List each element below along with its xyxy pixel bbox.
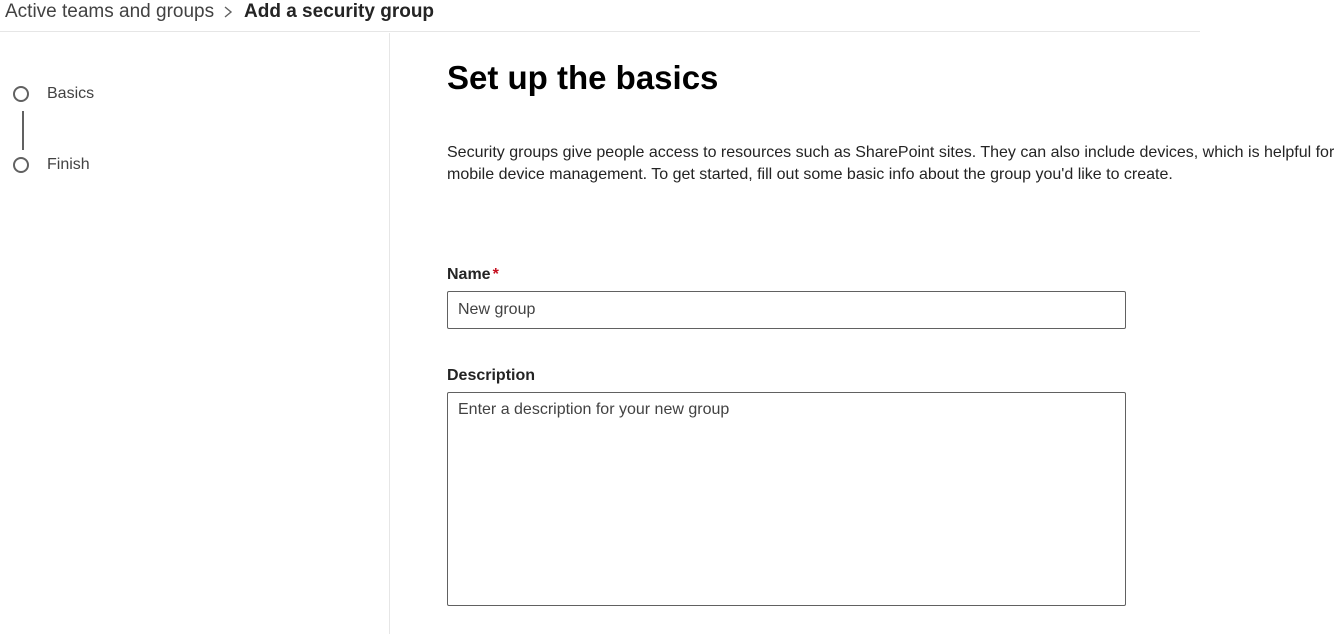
description-textarea[interactable]: [447, 392, 1126, 606]
page-description: [447, 142, 1334, 186]
description-line: mobile device management. To get started, fill out some basic info about the group you'd like to create.: [447, 166, 1173, 183]
name-input[interactable]: [447, 291, 1126, 329]
step-label-basics: Basics: [47, 85, 95, 102]
chevron-right-icon: [221, 3, 235, 21]
description-line: Security groups give people access to resources such as SharePoint sites. They can also include devices, which is helpful for: [447, 144, 1334, 161]
breadcrumb-current-page: Add a security group: [244, 1, 435, 22]
description-field-label: Description: [447, 367, 536, 384]
name-label-text: Name: [447, 266, 491, 283]
step-connector-line: [22, 111, 24, 150]
step-circle-icon: [13, 86, 29, 102]
breadcrumb-link-active-teams[interactable]: Active teams and groups: [5, 1, 215, 22]
page-title: Set up the basics: [447, 59, 719, 96]
step-label-finish: Finish: [47, 156, 90, 173]
breadcrumb: [0, 0, 1200, 32]
name-field-label: [447, 265, 499, 285]
required-marker: *: [492, 266, 499, 283]
step-finish[interactable]: [13, 154, 90, 176]
step-basics[interactable]: [13, 83, 95, 105]
step-circle-icon: [13, 157, 29, 173]
wizard-stepper: [0, 33, 390, 634]
